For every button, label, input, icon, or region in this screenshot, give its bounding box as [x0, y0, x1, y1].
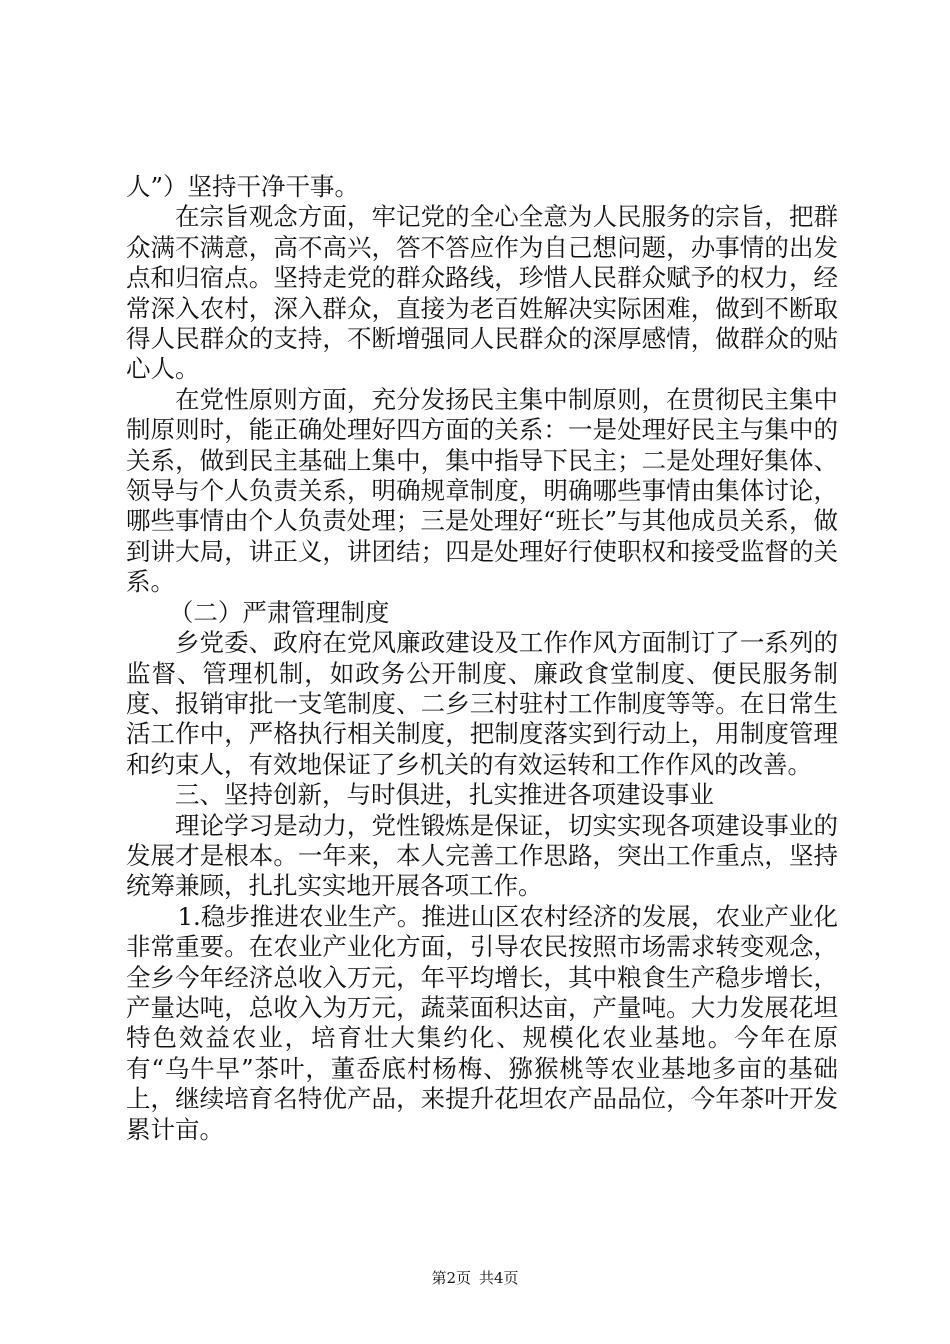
- page-number: 第2页: [431, 1269, 471, 1287]
- paragraph-continuation: 人”）坚持干净干事。: [126, 172, 360, 201]
- paragraph-management-system: 乡党委、政府在党风廉政建设及工作作风方面制订了一系列的监督、管理机制，如政务公开制度、廉政食堂制度、便民服务制度、报销审批一支笔制度、二乡三村驻村工作制度等等。在日常生活工作中，严格执行相关制度，把制度落实到行动上，用制度管理和约束人，有效地保证了乡机关的有效运转和工作作风的改善。: [126, 628, 838, 779]
- paragraph-agriculture: 1.稳步推进农业生产。推进山区农村经济的发展，农业产业化非常重要。在农业产业化方面，引导农民按照市场需求转变观念，全乡今年经济总收入万元，年平均增长，其中粮食生产稳步增长，产量达吨，总收入为万元，蔬菜面积达亩，产量吨。大力发展花坦特色效益农业，培育壮大集约化、规模化农业基地。今年在原有“乌牛早”茶叶，董岙底村杨梅、猕猴桃等农业基地多亩的基础上，继续培育名特优产品，来提升花坦农产品品位，今年茶叶开发累计亩。: [126, 901, 838, 1144]
- paragraph-purpose-concept: 在宗旨观念方面，牢记党的全心全意为人民服务的宗旨，把群众满不满意，高不高兴，答不答应作为自己想问题，办事情的出发点和归宿点。坚持走党的群众路线，珍惜人民群众赋予的权力，经常深入农村，深入群众，直接为老百姓解决实际困难，做到不断取得人民群众的支持，不断增强同人民群众的深厚感情，做群众的贴心人。: [126, 202, 838, 384]
- document-body: [126, 172, 838, 1145]
- page-footer: [0, 1267, 950, 1288]
- paragraph-theory-study: 理论学习是动力，党性锻炼是保证，切实实现各项建设事业的发展才是根本。一年来，本人完善工作思路，突出工作重点，坚持统筹兼顾，扎扎实实地开展各项工作。: [126, 810, 838, 901]
- paragraph-party-principle: 在党性原则方面，充分发扬民主集中制原则，在贯彻民主集中制原则时，能正确处理好四方面的关系：一是处理好民主与集中的关系，做到民主基础上集中，集中指导下民主；二是处理好集体、领导与个人负责关系，明确规章制度，明确哪些事情由集体讨论，哪些事情由个人负责处理；三是处理好“班长”与其他成员关系，做到讲大局，讲正义，讲团结；四是处理好行使职权和接受监督的关系。: [126, 384, 838, 597]
- section-heading-innovation: 三、坚持创新，与时俱进，扎实推进各项建设事业: [175, 780, 714, 810]
- section-heading-management-system: （二）严肃管理制度: [168, 597, 390, 627]
- page-total: 共4页: [479, 1269, 519, 1287]
